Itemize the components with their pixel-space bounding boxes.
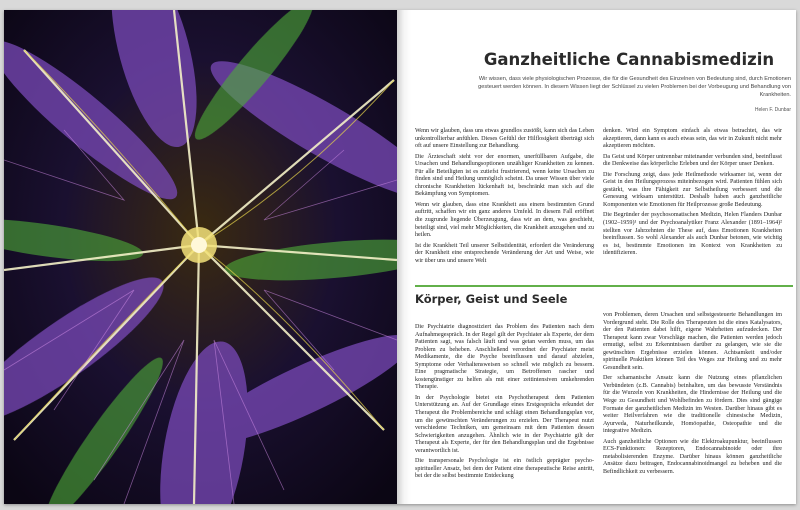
- article-title: Ganzheitliche Cannabismedizin: [483, 50, 775, 69]
- paragraph: Die Psychiatrie diagnostiziert das Problem des Patienten nach dem Aufnahmegespräch. In der Regel gilt der Psychiater als Experte, der dem Patienten sagt, was falsch läuft und was getan werden muss, um das Problem zu beheben. Anschließend verordnet der Psychiater meist Medikamente, die die Psyche beeinflussen und darauf abzielen, Symptome oder Verhaltensweisen so schnell wie möglich zu bessern. Eine pragmatische Strategie, um Betroffenen rascher und kostengünstiger zu helfen als mit einer zeitintensiven umkehrenden Therapie.: [415, 324, 594, 391]
- paragraph: Die Ärzteschaft steht vor der enormen, unerfüllbaren Aufgabe, die Ursachen und Behandlungsoptionen unzähliger Krankheiten zu kennen. Für alle Beteiligten ist es zutiefst frustrierend, wenn keine Ursachen zu finden sind und Heilung unmöglich scheint. Da unser Wissen über viele chronische Krankheiten lückenhaft ist, beschränkt man sich auf die Bekämpfung von Symptomen.: [415, 153, 594, 198]
- paragraph: Der schamanische Ansatz kann die Nutzung eines pflanzlichen Verbündeten (z.B. Cannabis) beinhalten, um das bewusste Verständnis für die Wurzeln von Krankheiten, die Hindernisse der Heilung und die Wege zu Gesundheit und Wohlbefinden zu fördern. Dies sind gängige Formate der ganzheitlichen Medizin im Westen. Darüber hinaus gibt es weiter Heilverfahren wie die traditionelle chinesische Medizin, Ayurveda, Naturheilkunde, Homöopathie, Osteopathie und die integrative Medizin.: [603, 375, 782, 435]
- paragraph: Wenn wir glauben, dass uns etwas grundlos zustößt, kann sich das Leben unkontrollierbar anfühlen. Dieses Gefühl der Hilflosigkeit überträgt sich oft auf unsere Einstellung zur Behandlung.: [415, 128, 594, 150]
- section-divider: [415, 285, 793, 287]
- cannabis-leaf-artwork: [4, 10, 397, 504]
- intro-quote: Wir wissen, dass viele physiologischen Prozesse, die für die Gesundheit des Einzelnen von Bedeutung sind, durch Emotionen gesteuert werden können. In diesem Wissen liegt der Schlüssel zu vielen Problemen bei der Vorbeugung und Behandlung von Krankheiten.: [478, 76, 791, 99]
- cannabis-leaf-photo: [4, 10, 397, 504]
- paragraph: Die Begründer der psychosomatischen Medizin, Helen Flanders Dunbar (1902–1959)¹ und der Psychoanalytiker Franz Alexander (1891–1964)² stellten vor Jahrzehnten die These auf, dass Emotionen Krankheiten beeinflussen. So wohl Alexander als auch Dunbar betonen, wie wichtig es ist, bestimmte Emotionen im Kontext von Krankheiten zu identifizieren.: [603, 212, 782, 257]
- text-column-3: [415, 324, 594, 484]
- paragraph: Da Geist und Körper untrennbar miteinander verbunden sind, beeinflusst die Denkweise das körperliche Erleben und der Körper unser Denken.: [603, 153, 782, 168]
- paragraph: Auch ganzheitliche Optionen wie die Elektroakupunktur, beeinflussen ECS-Funktionen: Rezeptoren, Endocannabinoide oder ihre metabolisierenden Enzyme. Darüber hinaus können ganzheitliche Ansätze dazu beitragen, Endocannabinoidmangel zu beheben und die Befindlichkeit zu verbessern.: [603, 438, 782, 475]
- text-column-4: [603, 312, 782, 479]
- paragraph: von Problemen, deren Ursachen und selbstgesteuerte Behandlungen im Vordergrund steht. Die Rolle des Therapeuten ist die eines Katalysators, der den Patienten dabei hilft, eigene Wahrheiten aufzudecken. Der Therapeut kann zwar Vorschläge machen, die Patienten werden jedoch ermutigt, selbst zu Erkenntnissen darüber zu gelangen, wie sie die gewünschten Ergebnisse erzielen können. Achtsamkeit und/oder spirituelle Praktiken können Teil des Weges zur Heilung und zu mehr Gesundheit sein.: [603, 312, 782, 371]
- text-page: [411, 10, 796, 504]
- quote-attribution: Helen F. Dunbar: [754, 107, 791, 113]
- book-spread: [4, 10, 796, 504]
- page-gutter: [397, 10, 411, 504]
- paragraph: Die Forschung zeigt, dass jede Heilmethode wirksamer ist, wenn der Geist in den Heilungsprozess miteinbezogen wird. Patienten fühlen sich gestärkt, was ihre Fähigkeit zur Selbstheilung verbessert und die Genesung wirksam unterstützt. Deshalb haben auch ganzheitliche Komponenten wie Emotionen für Heilprozesse große Bedeutung.: [603, 171, 782, 208]
- section-heading: Körper, Geist und Seele: [415, 292, 568, 306]
- paragraph: In der Psychologie bietet ein Psychotherapeut dem Patienten Unterstützung an. Auf der Grundlage eines Erstgesprächs erkundet der Therapeut die Problembereiche und schlägt einen Behandlungsplan vor, um die gewünschten Veränderungen zu erzielen. Der Therapeut nutzt verschiedene Techniken, um gemeinsam mit dem Patienten dessen Schwierigkeiten anzugehen. Ähnlich wie in der Psychiatrie gilt der Therapeut als Experte, der für den Behandlungsplan und die Ergebnisse verantwortlich ist.: [415, 394, 594, 454]
- paragraph: Ist die Krankheit Teil unserer Selbstidentität, erfordert die Veränderung der Krankheit eine entsprechende Veränderung der Art und Weise, wie wir über uns und unsere Welt: [415, 242, 594, 264]
- text-column-2: [603, 128, 782, 261]
- paragraph: Wenn wir glauben, dass eine Krankheit aus einem bestimmten Grund auftritt, schaffen wir ein ganz anderes Umfeld. In diesem Fall eröffnet die zugrunde liegende Überzeugung, dass wir an dem, was geschieht, beteiligt sind, viel mehr Möglichkeiten, die Krankheit anzugehen und zu heilen.: [415, 201, 594, 239]
- text-column-1: [415, 128, 594, 268]
- paragraph: denken. Wird ein Symptom einfach als etwas betrachtet, das wir akzeptieren, dann kann es auch etwas sein, das wir in Zukunft nicht mehr akzeptieren möchten.: [603, 128, 782, 150]
- paragraph: Die transpersonale Psychologie ist ein östlich geprägter psycho-spiritueller Ansatz, bei dem der Patient eine therapeutische Reise antritt, bei der die selbst bestimmte Entdeckung: [415, 458, 594, 480]
